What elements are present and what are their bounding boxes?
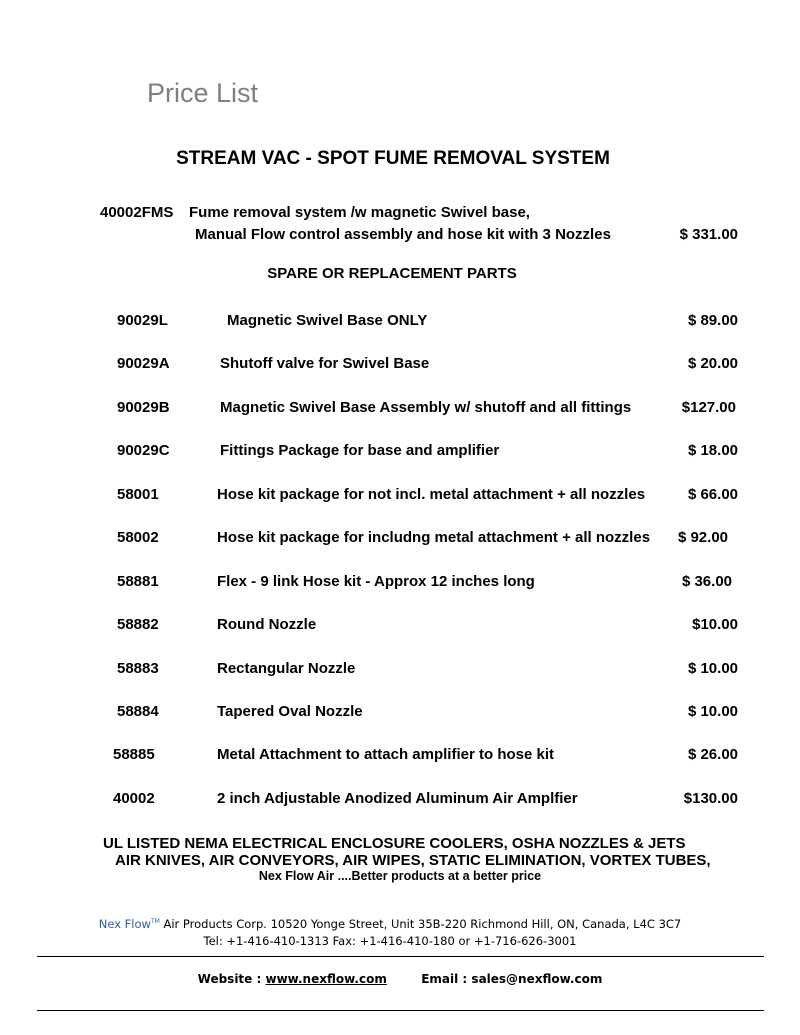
website-link[interactable]: www.nexflow.com bbox=[265, 972, 387, 986]
main-item-description-line1: Fume removal system /w magnetic Swivel base, bbox=[189, 204, 530, 221]
part-row bbox=[0, 616, 800, 636]
part-row bbox=[0, 703, 800, 723]
part-description: Magnetic Swivel Base Assembly w/ shutoff and all fittings bbox=[220, 399, 632, 416]
part-sku: 58883 bbox=[117, 660, 159, 677]
footer-products-line2: AIR KNIVES, AIR CONVEYORS, AIR WIPES, STATIC ELIMINATION, VORTEX TUBES, bbox=[115, 852, 711, 869]
page-heading: Price List bbox=[147, 78, 259, 108]
trademark-mark: TM bbox=[150, 918, 160, 926]
main-item-price: $ 331.00 bbox=[679, 226, 738, 243]
part-description: Hose kit package for includng metal attachment + all nozzles bbox=[217, 529, 651, 546]
part-row bbox=[0, 486, 800, 506]
main-item-sku: 40002FMS bbox=[100, 204, 174, 221]
company-phones: Tel: +1-416-410-1313 Fax: +1-416-410-180 or +1-716-626-3001 bbox=[203, 934, 577, 948]
part-row bbox=[0, 399, 800, 419]
website-label: Website : bbox=[197, 972, 262, 986]
part-sku: 90029B bbox=[117, 399, 170, 416]
part-row bbox=[0, 312, 800, 332]
part-sku: 58884 bbox=[117, 703, 159, 720]
part-description: Magnetic Swivel Base ONLY bbox=[227, 312, 428, 329]
part-price: $ 26.00 bbox=[687, 746, 738, 763]
part-description: Tapered Oval Nozzle bbox=[217, 703, 363, 720]
part-price: $10.00 bbox=[692, 616, 738, 633]
part-row bbox=[0, 355, 800, 375]
address-text: Air Products Corp. 10520 Yonge Street, Unit 35B-220 Richmond Hill, ON, Canada, L4C 3C7 bbox=[163, 917, 682, 931]
part-price: $ 10.00 bbox=[687, 703, 738, 720]
part-price: $130.00 bbox=[683, 790, 738, 807]
system-title: STREAM VAC - SPOT FUME REMOVAL SYSTEM bbox=[176, 148, 610, 169]
part-sku: 58881 bbox=[117, 573, 159, 590]
parts-section-title: SPARE OR REPLACEMENT PARTS bbox=[267, 265, 517, 282]
part-row bbox=[0, 660, 800, 680]
part-sku: 40002 bbox=[113, 790, 155, 807]
part-description: Flex - 9 link Hose kit - Approx 12 inches long bbox=[217, 573, 535, 590]
part-row bbox=[0, 746, 800, 766]
part-row bbox=[0, 442, 800, 462]
part-row bbox=[0, 573, 800, 593]
part-price: $ 20.00 bbox=[687, 355, 738, 372]
part-sku: 58882 bbox=[117, 616, 159, 633]
part-sku: 90029A bbox=[117, 355, 170, 372]
part-price: $ 10.00 bbox=[687, 660, 738, 677]
main-item-description-line2: Manual Flow control assembly and hose kit with 3 Nozzles bbox=[195, 226, 611, 243]
part-sku: 90029C bbox=[117, 442, 170, 459]
footer-products-line1: UL LISTED NEMA ELECTRICAL ENCLOSURE COOLERS, OSHA NOZZLES & JETS bbox=[103, 835, 686, 852]
part-sku: 90029L bbox=[117, 312, 168, 329]
part-price: $ 36.00 bbox=[681, 573, 732, 590]
part-price: $ 18.00 bbox=[687, 442, 738, 459]
part-price: $127.00 bbox=[681, 399, 736, 416]
part-description: 2 inch Adjustable Anodized Aluminum Air Amplfier bbox=[217, 790, 578, 807]
part-row bbox=[0, 529, 800, 549]
part-description: Metal Attachment to attach amplifier to hose kit bbox=[217, 746, 554, 763]
part-row bbox=[0, 790, 800, 810]
part-sku: 58001 bbox=[117, 486, 159, 503]
part-description: Rectangular Nozzle bbox=[217, 660, 356, 677]
part-description: Round Nozzle bbox=[217, 616, 317, 633]
part-sku: 58002 bbox=[117, 529, 159, 546]
part-price: $ 89.00 bbox=[687, 312, 738, 329]
company-address bbox=[0, 917, 780, 931]
email-link[interactable]: sales@nexflow.com bbox=[471, 972, 603, 986]
part-description: Hose kit package for not incl. metal attachment + all nozzles bbox=[217, 486, 646, 503]
email-label: Email : bbox=[421, 972, 468, 986]
brand-name: Nex Flow bbox=[98, 917, 151, 931]
part-description: Shutoff valve for Swivel Base bbox=[220, 355, 430, 372]
footer-tagline: Nex Flow Air ....Better products at a better price bbox=[258, 869, 542, 883]
part-price: $ 66.00 bbox=[687, 486, 738, 503]
footer-divider-top bbox=[37, 956, 764, 957]
part-sku: 58885 bbox=[113, 746, 155, 763]
footer-links bbox=[0, 972, 800, 986]
footer-divider-bottom bbox=[37, 1010, 764, 1011]
part-price: $ 92.00 bbox=[677, 529, 728, 546]
part-description: Fittings Package for base and amplifier bbox=[220, 442, 500, 459]
